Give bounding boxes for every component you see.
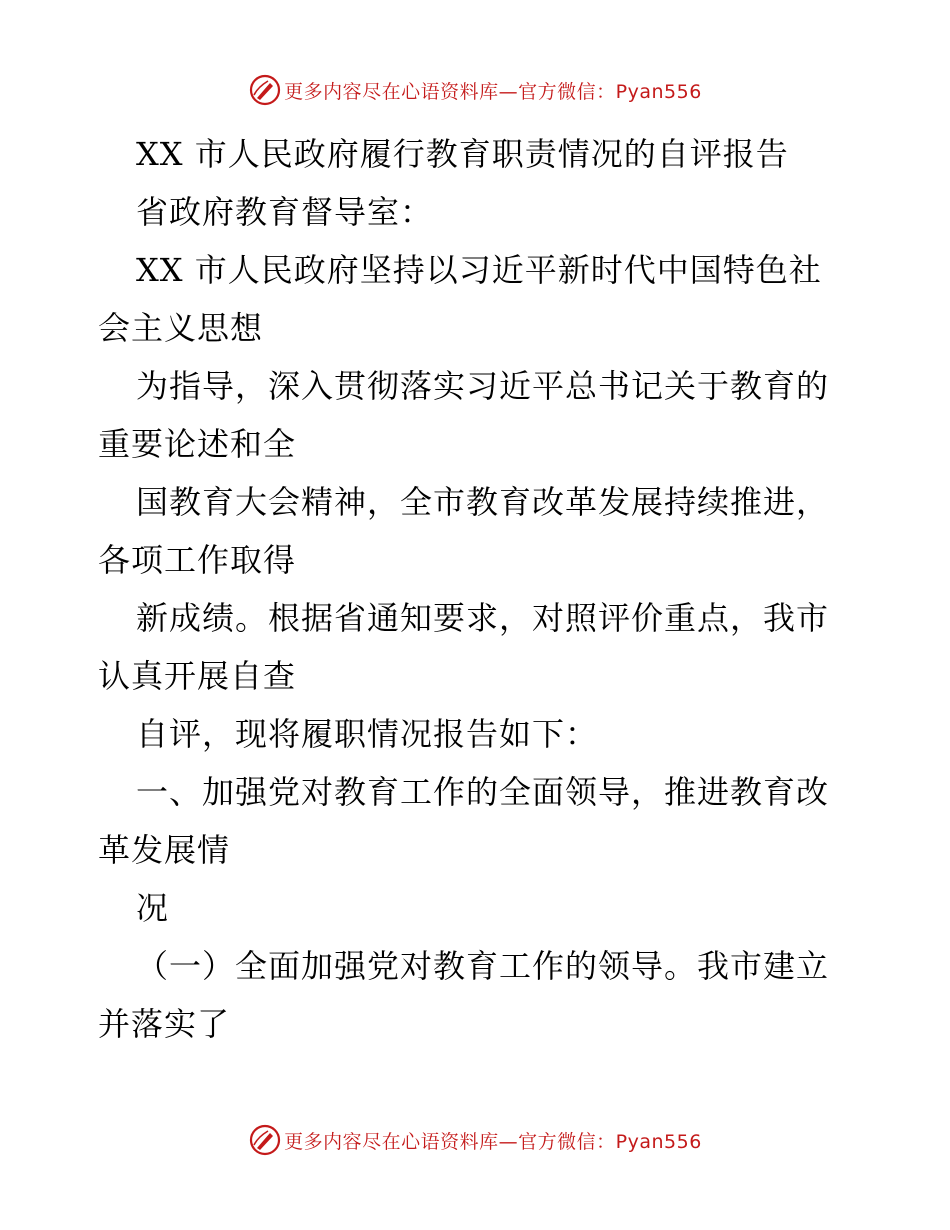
text-line: 省政府教育督导室： xyxy=(136,193,434,231)
seal-pen-logo-icon xyxy=(248,73,282,107)
text-line: 况 xyxy=(136,889,170,927)
header-watermark xyxy=(0,72,950,108)
text-line: 新成绩。根据省通知要求，对照评价重点，我市 xyxy=(136,599,830,637)
text-line: （一）全面加强党对教育工作的领导。我市建立 xyxy=(136,947,830,985)
text-line: 一、加强党对教育工作的全面领导，推进教育改 xyxy=(136,773,830,811)
text-line: XX 市人民政府坚持以习近平新时代中国特色社 xyxy=(136,251,822,289)
footer-watermark xyxy=(0,1122,950,1158)
document-body xyxy=(98,125,898,1053)
text-line: 认真开展自查 xyxy=(98,657,297,695)
text-line: 并落实了 xyxy=(98,1005,231,1043)
seal-pen-logo-icon xyxy=(248,1123,282,1157)
text-line: 会主义思想 xyxy=(98,309,264,347)
watermark-text: 更多内容尽在心语资料库—官方微信：Pyan556 xyxy=(284,1130,702,1153)
watermark-text: 更多内容尽在心语资料库—官方微信：Pyan556 xyxy=(284,80,702,103)
text-line: 为指导，深入贯彻落实习近平总书记关于教育的 xyxy=(136,367,830,405)
text-line: 各项工作取得 xyxy=(98,541,297,579)
text-line: 革发展情 xyxy=(98,831,231,869)
text-line: XX 市人民政府履行教育职责情况的自评报告 xyxy=(136,135,789,173)
text-line: 重要论述和全 xyxy=(98,425,297,463)
text-line: 自评，现将履职情况报告如下： xyxy=(136,715,599,753)
text-line: 国教育大会精神，全市教育改革发展持续推进， xyxy=(136,483,830,521)
